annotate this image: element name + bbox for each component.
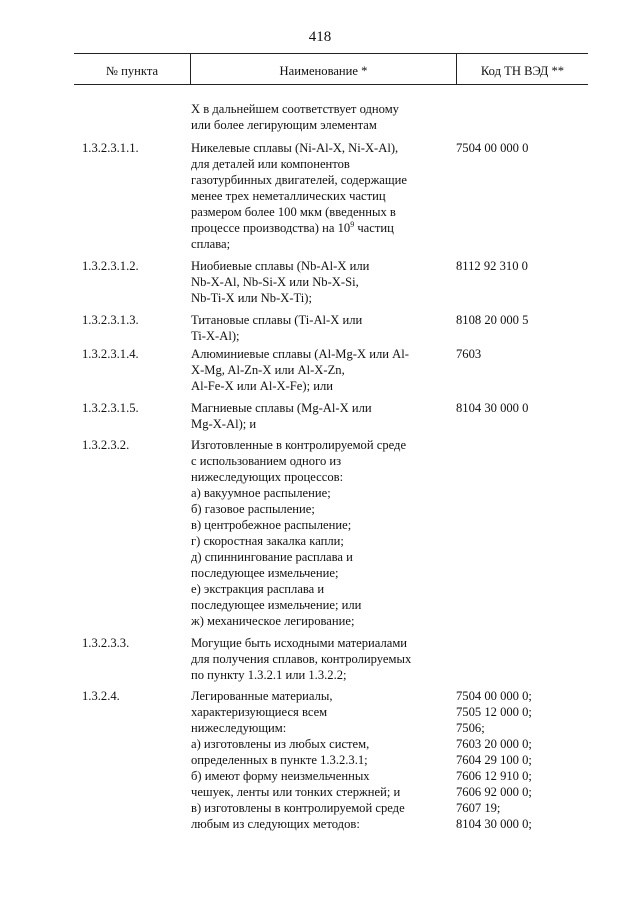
item-name-line: по пункту 1.3.2.1 или 1.3.2.2;: [191, 668, 347, 682]
header-top-rule: [74, 53, 588, 54]
item-name-line: е) экстракция расплава и: [191, 582, 325, 596]
item-name-line: Nb-X-Al, Nb-Si-X или Nb-X-Si,: [191, 275, 359, 289]
item-name-line: б) имеют форму неизмельченных: [191, 769, 370, 783]
item-name-line: нижеследующим:: [191, 721, 287, 735]
item-name-line: Al-Fe-X или Al-X-Fe); или: [191, 379, 334, 393]
tnved-code-line: 7607 19;: [456, 801, 501, 815]
item-name-line: Mg-X-Al); и: [191, 417, 257, 431]
item-number: 1.3.2.3.1.3.: [82, 313, 139, 327]
item-name-line-tail: частиц: [354, 221, 394, 235]
tnved-code: [456, 346, 586, 362]
item-name-line: в) изготовлены в контролируемой среде: [191, 801, 405, 815]
item-name: [191, 312, 453, 344]
item-name-line: для деталей или компонентов: [191, 157, 350, 171]
item-name-line: определенных в пункте 1.3.2.3.1;: [191, 753, 368, 767]
tnved-code-line: 7505 12 000 0;: [456, 705, 532, 719]
item-name-line: характеризующиеся всем: [191, 705, 328, 719]
tnved-code-line: 8104 30 000 0;: [456, 817, 532, 831]
item-name-line: газотурбинных двигателей, содержащие: [191, 173, 407, 187]
tnved-code-line: 8108 20 000 5: [456, 313, 529, 327]
item-name-line: X-Mg, Al-Zn-X или Al-X-Zn,: [191, 363, 345, 377]
item-name-line: г) скоростная закалка капли;: [191, 534, 344, 548]
item-name-line: нижеследующих процессов:: [191, 470, 344, 484]
item-name-line: Алюминиевые сплавы (Al-Mg-X или Al-: [191, 347, 409, 361]
item-name-line: Титановые сплавы (Ti-Al-X или: [191, 313, 363, 327]
item-name: [191, 400, 453, 432]
tnved-code: [456, 312, 586, 328]
item-name-line: сплава;: [191, 237, 231, 251]
item-name-line: последующее измельчение; или: [191, 598, 362, 612]
item-name-line: чешуек, ленты или тонких стержней; и: [191, 785, 401, 799]
item-number: 1.3.2.3.2.: [82, 438, 130, 452]
superscript-exponent: 9: [350, 219, 355, 229]
item-name: [191, 258, 453, 306]
tnved-code-line: 7603: [456, 347, 482, 361]
tnved-code: [456, 400, 586, 416]
item-name: [191, 688, 453, 832]
item-number: 1.3.2.4.: [82, 689, 120, 703]
item-name: [191, 635, 453, 683]
item-name-line: процессе производства) на $10^9$ частиц: [191, 219, 394, 235]
item-name-line: X в дальнейшем соответствует одному: [191, 102, 399, 116]
item-name-line: для получения сплавов, контролируемых: [191, 652, 412, 666]
item-name-line: б) газовое распыление;: [191, 502, 315, 516]
item-name-line: менее трех неметаллических частиц: [191, 189, 386, 203]
tnved-code: [456, 140, 586, 156]
header-bottom-rule: [74, 84, 588, 85]
tnved-code-line: 7603 20 000 0;: [456, 737, 532, 751]
item-name-line: д) спиннингование расплава и: [191, 550, 353, 564]
tnved-code-line: 7604 29 100 0;: [456, 753, 532, 767]
item-name-line: размером более 100 мкм (введенных в: [191, 205, 396, 219]
item-name-line: Изготовленные в контролируемой среде: [191, 438, 407, 452]
item-name-line: Легированные материалы,: [191, 689, 333, 703]
item-name-line: или более легирующим элементам: [191, 118, 377, 132]
item-name: [191, 437, 453, 629]
item-name-line: с использованием одного из: [191, 454, 342, 468]
header-col-code: Код ТН ВЭД **: [480, 64, 565, 78]
tnved-code-line: 7504 00 000 0: [456, 141, 529, 155]
item-name-line: а) изготовлены из любых систем,: [191, 737, 370, 751]
item-number: 1.3.2.3.1.2.: [82, 259, 139, 273]
item-name-line: ж) механическое легирование;: [191, 614, 355, 628]
header-col-number: № пункта: [105, 64, 159, 78]
tnved-code-line: 7504 00 000 0;: [456, 689, 532, 703]
item-name-line: Могущие быть исходными материалами: [191, 636, 408, 650]
item-name-line: любым из следующих методов:: [191, 817, 360, 831]
item-name: [191, 101, 453, 133]
page-number: 418: [308, 29, 332, 45]
tnved-code-line: 7606 12 910 0;: [456, 769, 532, 783]
item-name-line: Магниевые сплавы (Mg-Al-X или: [191, 401, 372, 415]
tnved-code-line: 7606 92 000 0;: [456, 785, 532, 799]
item-number: 1.3.2.3.3.: [82, 636, 130, 650]
tnved-code-line: 8104 30 000 0: [456, 401, 529, 415]
item-name-line: в) центробежное распыление;: [191, 518, 352, 532]
item-name: [191, 140, 453, 252]
item-name-line: Ниобиевые сплавы (Nb-Al-X или: [191, 259, 370, 273]
header-col-name: Наименование *: [279, 64, 368, 78]
item-name: [191, 346, 453, 394]
item-number: 1.3.2.3.1.1.: [82, 141, 139, 155]
item-name-line: Никелевые сплавы (Ni-Al-X, Ni-X-Al),: [191, 141, 399, 155]
item-name-line: последующее измельчение;: [191, 566, 339, 580]
tnved-code-line: 8112 92 310 0: [456, 259, 528, 273]
item-name-line: Nb-Ti-X или Nb-X-Ti);: [191, 291, 312, 305]
tnved-code-line: 7506;: [456, 721, 485, 735]
item-number: 1.3.2.3.1.5.: [82, 401, 139, 415]
item-name-line: Ti-X-Al);: [191, 329, 240, 343]
item-name-line: а) вакуумное распыление;: [191, 486, 331, 500]
item-number: 1.3.2.3.1.4.: [82, 347, 139, 361]
tnved-code: [456, 688, 586, 832]
tnved-code: [456, 258, 586, 274]
